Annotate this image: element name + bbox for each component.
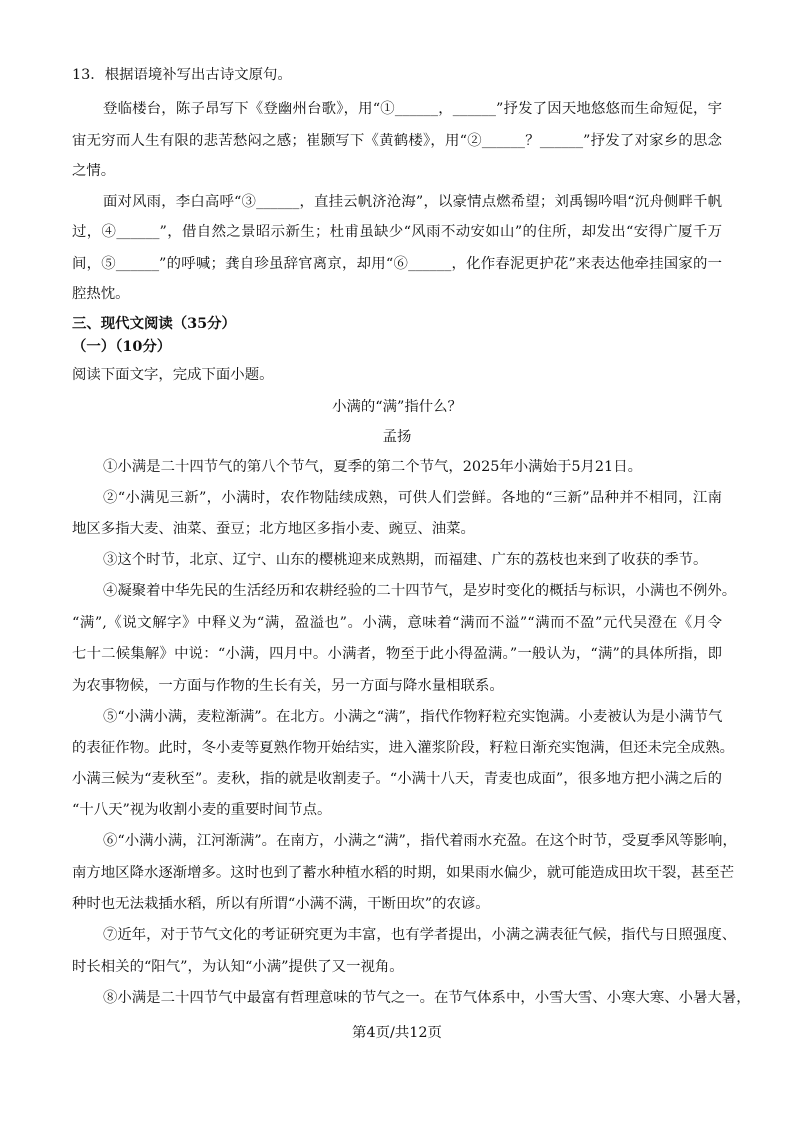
article-line: 南方地区降水逐渐增多。这时也到了蓄水种植水稻的时期，如果雨水偏少，就可能造成田坎干裂，甚至芒	[72, 865, 734, 881]
question-line: 宙无穷而人生有限的悲苦愁闷之感；崔颢写下《黄鹤楼》，用“②______？______”抒发了对家乡的思念	[72, 133, 722, 149]
article-line: ⑤“小满小满，麦粒渐满”。在北方。小满之“满”，指代作物籽粒充实饱满。小麦被认为是小满节气	[103, 709, 723, 725]
article-line: ①小满是二十四节气的第八个节气，夏季的第二个节气，2025年小满始于5月21日。	[103, 459, 642, 475]
question-line: 间，⑤______”的呼喊；龚自珍虽辞官离京，却用“⑥______，化作春泥更护花”来表达他牵挂国家的一	[72, 256, 722, 272]
question-line: 之情。	[72, 163, 116, 179]
article-title: 小满的“满”指什么？	[332, 399, 462, 415]
page-number: 第4页/共12页	[352, 1025, 442, 1041]
article-line: 七十二候集解》中说：“小满，四月中。小满者，物至于此小得盈满。”一般认为，“满”的具体所指，即	[72, 646, 722, 662]
article-author: 孟扬	[382, 429, 412, 445]
article-line: ⑥“小满小满，江河渐满”。在南方，小满之“满”，指代着雨水充盈。在这个时节，受夏季风等影响，	[103, 833, 737, 849]
article-line: ⑦近年，对于节气文化的考证研究更为丰富，也有学者提出，小满之满表征气候，指代与日照强度、	[103, 927, 737, 943]
article-line: 时长相关的“阳气”，为认知“小满”提供了又一视角。	[72, 959, 404, 975]
article-line: 小满三候为“麦秋至”。麦秋，指的就是收割麦子。“小满十八天，青麦也成面”，很多地方把小满之后的	[72, 771, 722, 787]
sub-heading: （一）（10分）	[72, 338, 172, 355]
question-line: 过，④______”，借自然之景昭示新生；杜甫虽缺少“风雨不动安如山”的住所，却发出“安得广厦千万	[72, 224, 722, 240]
article-line: ④凝聚着中华先民的生活经历和农耕经验的二十四节气，是岁时变化的概括与标识，小满也不例外。	[103, 583, 737, 599]
article-line: 种时也无法栽插水稻，所以有所谓“小满不满，干断田坎”的农谚。	[72, 896, 490, 912]
article-line: ③这个时节，北京、辽宁、山东的樱桃迎来成熟期，而福建、广东的荔枝也来到了收获的季节。	[103, 552, 708, 568]
section-heading: 三、现代文阅读（35分）	[72, 315, 236, 332]
article-line: 的表征作物。此时，冬小麦等夏熟作物开始结实，进入灌浆阶段，籽粒日渐充实饱满，但还未完全成熟。	[72, 740, 734, 756]
article-line: 为农事物候，一方面与作物的生长有关，另一方面与降水量相联系。	[72, 678, 504, 694]
article-line: “十八天”视为收割小麦的重要时间节点。	[72, 802, 332, 818]
question-title: 13．根据语境补写出古诗文原句。	[72, 67, 292, 83]
article-line: 地区多指大麦、油菜、蚕豆；北方地区多指小麦、豌豆、油菜。	[72, 521, 475, 537]
article-line: ②“小满见三新”，小满时，农作物陆续成熟，可供人们尝鲜。各地的“三新”品种并不相同，江南	[103, 490, 722, 506]
question-line: 登临楼台，陈子昂写下《登幽州台歌》，用“①______，______”抒发了因天地悠悠而生命短促，宇	[103, 101, 722, 117]
question-line: 面对风雨，李白高呼“③______，直挂云帆济沧海”，以豪情点燃希望；刘禹锡吟唱“沉舟侧畔千帆	[103, 194, 722, 210]
question-line: 腔热忱。	[72, 286, 130, 302]
instruction-text: 阅读下面文字，完成下面小题。	[72, 367, 274, 383]
article-line: ⑧小满是二十四节气中最富有哲理意味的节气之一。在节气体系中，小雪大雪、小寒大寒、小暑大暑，	[103, 990, 751, 1006]
article-line: “满”,《说文解字》中释义为“满，盈溢也”。小满，意味着“满而不溢”“满而不盈”元代吴澄在《月令	[72, 615, 722, 631]
